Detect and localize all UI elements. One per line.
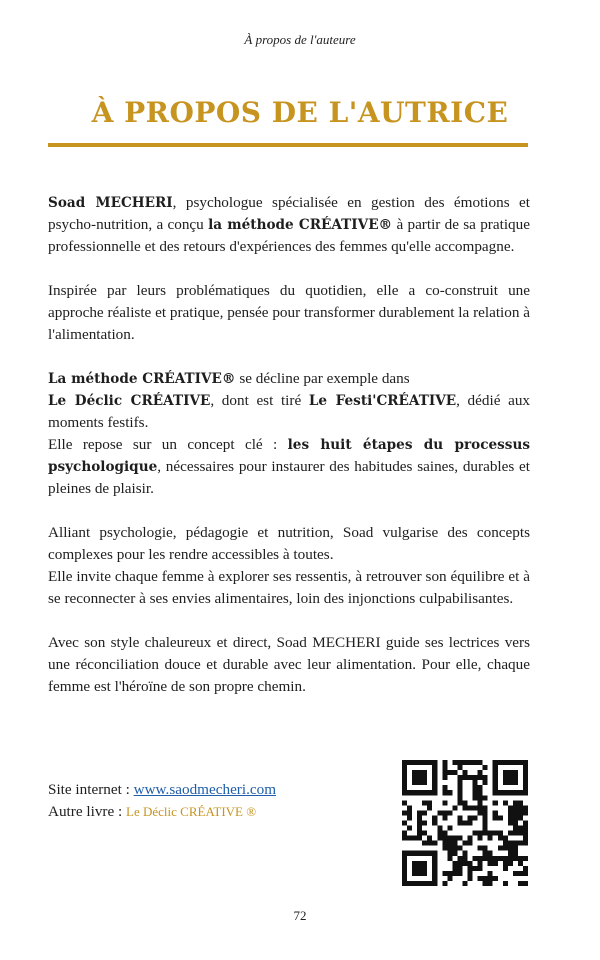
method-name: la méthode CRÉATIVE® <box>208 217 393 233</box>
method-text-2: , dont est tiré <box>210 392 309 409</box>
method-text-3: , dédié aux moments festifs. <box>48 392 531 431</box>
book-festi: Le Festi'CRÉATIVE <box>308 393 457 409</box>
concept-name: les huit étapes du processus psychologique <box>48 437 530 475</box>
paragraph-invitation: Elle invite chaque femme à explorer ses ressentis, à retrouver son équilibre et à se reconnecter à ses envies alimentaires, loin des injonctions culpabilisantes. <box>48 568 530 607</box>
concept-text-1: Elle repose sur un concept clé : <box>48 436 288 453</box>
other-book-line <box>48 801 276 823</box>
running-header: À propos de l'auteure <box>244 32 356 47</box>
concept-text-2: , nécessaires pour instaurer des habitudes saines, durables et pleines de plaisir. <box>48 458 530 497</box>
paragraph-inspiration: Inspirée par leurs problématiques du quotidien, elle a co-construit une approche réaliste et pratique, pensée pour transformer durablement la relation à l'alimentation. <box>48 282 530 343</box>
page-title: À PROPOS DE L'AUTRICE <box>91 96 509 129</box>
paragraph-intro <box>48 192 530 258</box>
other-book-title[interactable]: Le Déclic CRÉATIVE ® <box>126 804 257 819</box>
qr-code-icon[interactable] <box>402 760 528 886</box>
website-line <box>48 779 276 801</box>
website-label: Site internet : <box>48 781 134 798</box>
paragraph-style: Avec son style chaleureux et direct, Soad MECHERI guide ses lectrices vers une réconciliation douce et durable avec leur alimentation. Pour elle, chaque femme est l'héroïne de son propre chemin. <box>48 634 530 695</box>
page-number: 72 <box>293 908 307 923</box>
other-book-label: Autre livre : <box>48 803 127 820</box>
method-name-2: La méthode CRÉATIVE® <box>48 371 236 387</box>
footer-links <box>48 779 276 823</box>
intro-text-1: , psychologue spécialisée en gestion des émotions et psycho-nutrition, a conçu <box>48 194 530 233</box>
book-declic: Le Déclic CRÉATIVE <box>48 393 211 409</box>
paragraph-approach: Alliant psychologie, pédagogie et nutrition, Soad vulgarise des concepts complexes pour les rendre accessibles à toutes. <box>48 524 530 563</box>
intro-text-2: à partir de sa pratique professionnelle et des retours d'expériences des femmes qu'elle accompagne. <box>48 216 530 255</box>
paragraph-method <box>48 368 530 434</box>
website-link[interactable]: www.saodmecheri.com <box>133 781 277 798</box>
author-name: Soad MECHERI <box>48 195 173 211</box>
paragraph-concept <box>48 434 530 500</box>
bio-text <box>48 192 530 698</box>
method-text-1: se décline par exemple dans <box>235 370 410 387</box>
title-divider <box>48 143 528 147</box>
